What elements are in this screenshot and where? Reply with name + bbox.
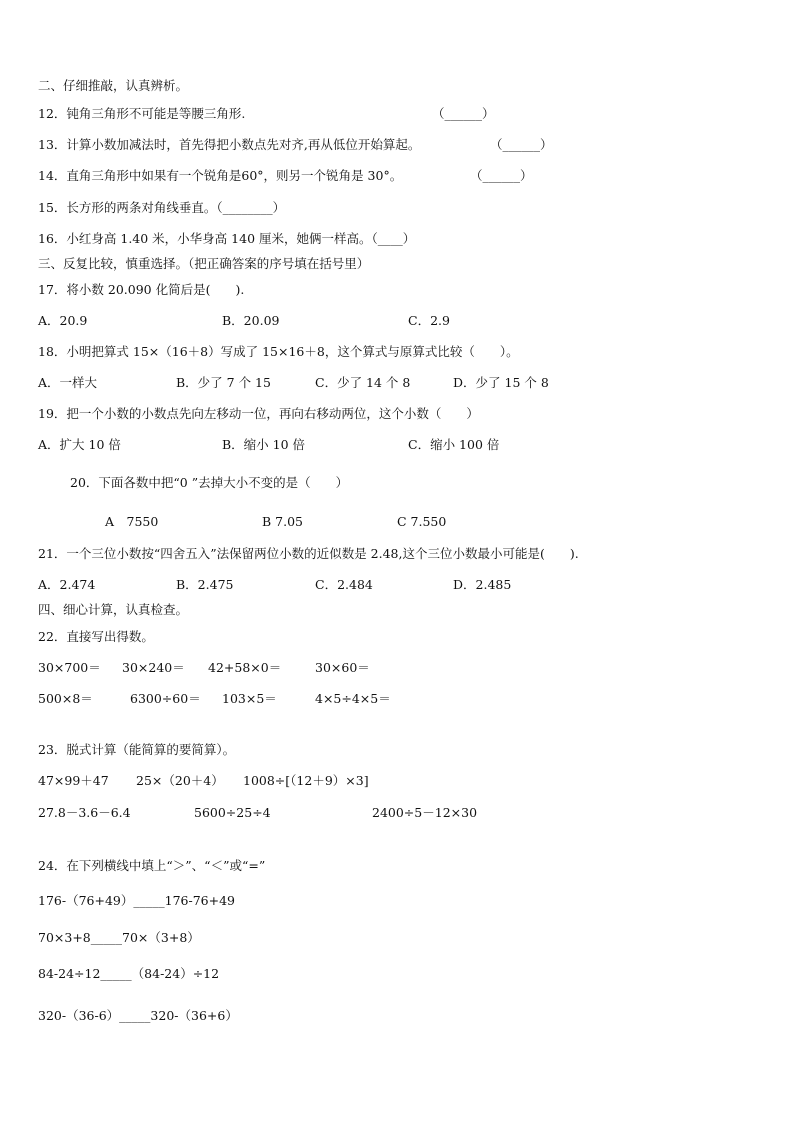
calc-22-3: 42+58×0＝ <box>208 660 282 675</box>
option-21-b[interactable]: B．2.475 <box>176 577 234 592</box>
answer-blank-13[interactable]: （______） <box>490 137 553 152</box>
option-17-c[interactable]: C．2.9 <box>408 313 450 328</box>
section-heading-4: 四、细心计算，认真检查。 <box>38 602 189 617</box>
question-12: 12．钝角三角形不可能是等腰三角形. <box>38 106 246 121</box>
option-19-b[interactable]: B．缩小 10 倍 <box>222 437 306 452</box>
answer-blank-12[interactable]: （______） <box>432 106 495 121</box>
calc-22-5: 500×8＝ <box>38 691 93 706</box>
question-16: 16．小红身高 1.40 米，小华身高 140 厘米，她俩一样高。（____） <box>38 231 416 246</box>
compare-24-1[interactable]: 176-（76+49）_____176-76+49 <box>38 893 235 908</box>
question-19: 19．把一个小数的小数点先向左移动一位，再向右移动两位，这个小数（ ） <box>38 406 479 421</box>
question-20: 20．下面各数中把“0 ”去掉大小不变的是（ ） <box>70 475 349 490</box>
option-18-d[interactable]: D．少了 15 个 8 <box>453 375 549 390</box>
section-heading-3: 三、反复比较，慎重选择。（把正确答案的序号填在括号里） <box>38 256 370 271</box>
question-18: 18．小明把算式 15×（16＋8）写成了 15×16＋8，这个算式与原算式比较（ ）。 <box>38 344 519 359</box>
option-21-c[interactable]: C．2.484 <box>315 577 373 592</box>
option-18-c[interactable]: C．少了 14 个 8 <box>315 375 411 390</box>
answer-blank-14[interactable]: （______） <box>470 168 533 183</box>
calc-22-6: 6300÷60＝ <box>130 691 201 706</box>
calc-22-1: 30×700＝ <box>38 660 101 675</box>
question-17: 17．将小数 20.090 化简后是( ). <box>38 282 245 297</box>
calc-23-3: 1008÷[（12＋9）×3] <box>243 773 369 788</box>
calc-23-2: 25×（20＋4） <box>136 773 224 788</box>
option-19-c[interactable]: C．缩小 100 倍 <box>408 437 500 452</box>
calc-22-8: 4×5÷4×5＝ <box>315 691 391 706</box>
option-18-b[interactable]: B．少了 7 个 15 <box>176 375 271 390</box>
calc-23-6: 2400÷5－12×30 <box>372 805 478 820</box>
question-15: 15．长方形的两条对角线垂直。（________） <box>38 200 286 215</box>
option-17-a[interactable]: A．20.9 <box>38 313 88 328</box>
calc-22-4: 30×60＝ <box>315 660 370 675</box>
option-19-a[interactable]: A．扩大 10 倍 <box>38 437 121 452</box>
question-23-title: 23．脱式计算（能简算的要简算）。 <box>38 742 236 757</box>
compare-24-3[interactable]: 84-24÷12_____（84-24）÷12 <box>38 966 220 981</box>
section-heading-2: 二、仔细推敲，认真辨析。 <box>38 78 189 93</box>
option-21-a[interactable]: A．2.474 <box>38 577 96 592</box>
option-20-a[interactable]: A 7550 <box>105 514 159 529</box>
option-18-a[interactable]: A．一样大 <box>38 375 98 390</box>
calc-22-2: 30×240＝ <box>122 660 185 675</box>
option-21-d[interactable]: D．2.485 <box>453 577 512 592</box>
question-24-title: 24．在下列横线中填上“＞”、“＜”或“=” <box>38 858 266 873</box>
option-20-c[interactable]: C 7.550 <box>397 514 447 529</box>
option-20-b[interactable]: B 7.05 <box>262 514 303 529</box>
calc-23-5: 5600÷25÷4 <box>194 805 271 820</box>
question-13: 13．计算小数加减法时，首先得把小数点先对齐,再从低位开始算起。 <box>38 137 421 152</box>
calc-23-4: 27.8－3.6－6.4 <box>38 805 131 820</box>
question-21: 21．一个三位小数按“四舍五入”法保留两位小数的近似数是 2.48,这个三位小数最小可能是( ). <box>38 546 579 561</box>
compare-24-2[interactable]: 70×3+8_____70×（3+8） <box>38 930 200 945</box>
calc-23-1: 47×99＋47 <box>38 773 109 788</box>
question-22-title: 22．直接写出得数。 <box>38 629 154 644</box>
option-17-b[interactable]: B．20.09 <box>222 313 280 328</box>
compare-24-4[interactable]: 320-（36-6）_____320-（36+6） <box>38 1008 238 1023</box>
question-14: 14．直角三角形中如果有一个锐角是60°，则另一个锐角是 30°。 <box>38 168 403 183</box>
calc-22-7: 103×5＝ <box>222 691 277 706</box>
